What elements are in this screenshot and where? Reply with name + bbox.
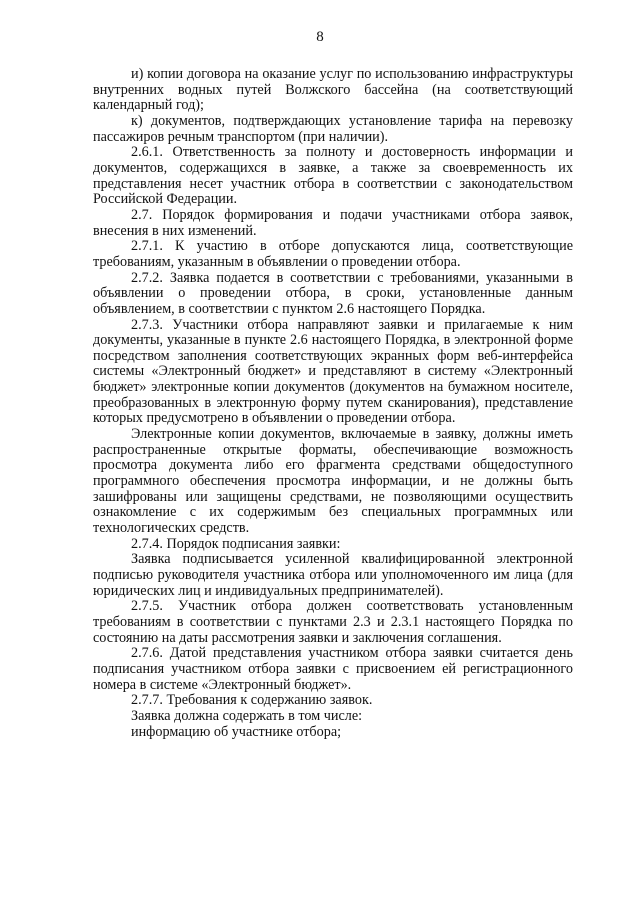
paragraph-2-7-6: 2.7.6. Датой представления участником отбора заявки считается день подписания участником отбора заявки с присвоением ей регистрационного номера в системе «Электронный бюджет». [93,645,573,693]
paragraph-2-6-1: 2.6.1. Ответственность за полноту и достоверность информации и документов, содержащихся в заявке, а также за своевременность их представления несет участник отбора в соответствии с законодательством Российской Федерации. [93,144,573,208]
document-body [93,67,573,740]
paragraph-signing: Заявка подписывается усиленной квалифицированной электронной подписью руководителя участника отбора или уполномоченного им лица (для юридических лиц и индивидуальных предпринимателей). [93,551,573,599]
paragraph-2-7-1: 2.7.1. К участию в отборе допускаются лица, соответствующие требованиям, указанным в объявлении о проведении отбора. [93,238,573,270]
paragraph-2-7: 2.7. Порядок формирования и подачи участниками отбора заявок, внесения в них изменений. [93,206,573,239]
paragraph-participant-info: информацию об участнике отбора; [131,723,342,740]
paragraph-2-7-5: 2.7.5. Участник отбора должен соответствовать установленным требованиям в соответствии с пунктами 2.3 и 2.3.1 настоящего Порядка по состоянию на даты рассмотрения заявки и заключения соглашения. [93,598,573,646]
paragraph-2-7-7: 2.7.7. Требования к содержанию заявок. [131,692,373,709]
paragraph-item-k: к) документов, подтверждающих установление тарифа на перевозку пассажиров речным транспортом (при наличии). [93,112,573,145]
page-number: 8 [316,29,324,45]
paragraph-2-7-2: 2.7.2. Заявка подается в соответствии с требованиями, указанными в объявлении о проведении отбора, в сроки, установленные данным объявлением, в соответствии с пунктом 2.6 настоящего Порядка. [93,269,573,317]
paragraph-2-7-3: 2.7.3. Участники отбора направляют заявки и прилагаемые к ним документы, указанные в пункте 2.6 настоящего Порядка, в электронной форме посредством заполнения соответствующих экранных форм веб-интерфейса системы «Электронный бюджет» и представляют в систему «Электронный бюджет» электронные копии документов (документов на бумажном носителе, преобразованных в электронную форму путем сканирования), представление которых предусмотрено в объявлении о проведении отбора. [93,316,573,427]
paragraph-application-contents: Заявка должна содержать в том числе: [131,707,363,724]
paragraph-electronic-copies: Электронные копии документов, включаемые в заявку, должны иметь распространенные открытые форматы, обеспечивающие возможность просмотра документа либо его фрагмента средствами общедоступного программного обеспечения просмотра информации, и не должны быть зашифрованы или защищены средствами, не позволяющими осуществить ознакомление с их содержимым без специальных программных или технологических средств. [93,426,573,537]
paragraph-2-7-4: 2.7.4. Порядок подписания заявки: [131,535,341,552]
paragraph-item-i: и) копии договора на оказание услуг по использованию инфраструктуры внутренних водных путей Волжского бассейна (на соответствующий календарный год); [93,66,573,114]
